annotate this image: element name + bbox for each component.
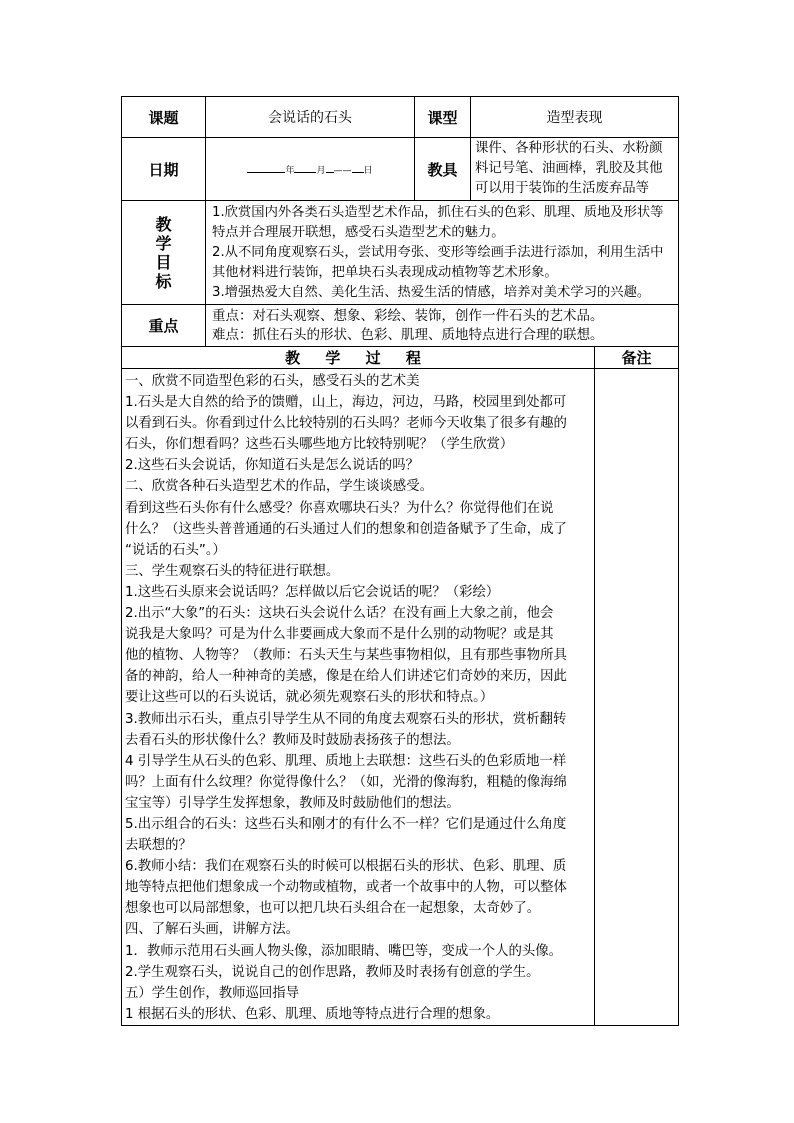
- process-line: 想象也可以局部想象，也可以把几块石头组合在一起想象，太奇妙了。: [125, 901, 541, 917]
- process-line: 1 根据石头的形状、色彩、肌理、质地等特点进行合理的想象。: [125, 1006, 500, 1022]
- process-line: 去联想的？: [125, 838, 192, 854]
- process-line: 要让这些可以的石头说话，就必须先观察石头的形状和特点。）: [125, 690, 494, 706]
- process-body-row: [122, 369, 679, 1026]
- tools-value: [471, 138, 679, 201]
- process-line: 1.这些石头原来会说话吗？怎样做以后它会说话的呢？（彩绘）: [125, 584, 500, 600]
- process-line: 1．教师示范用石头画人物头像，添加眼睛、嘴巴等，变成一个人的头像。: [125, 943, 563, 959]
- date-value: [206, 138, 415, 201]
- process-line: 5.出示组合的石头：这些石头和刚才的有什么不一样？它们是通过什么角度: [125, 816, 567, 832]
- goals-line: 3.增强热爱大自然、美化生活、热爱生活的情感，培养对美术学习的兴趣。: [212, 285, 651, 300]
- process-content: [122, 369, 595, 1026]
- process-line: 以看到石头。你看到过什么比较特别的石头吗？老师今天收集了很多有趣的: [125, 416, 567, 432]
- tools-line: 料记号笔、油画棒，乳胶及其他: [475, 161, 663, 176]
- process-line: 3.教师出示石头，重点引导学生从不同的角度去观察石头的形状，赏析翻转: [125, 711, 567, 727]
- goals-label: 教 学 目 标: [122, 201, 206, 305]
- process-line: 4 引导学生从石头的色彩、肌理、质地上去联想：这些石头的色彩质地一样: [125, 753, 567, 769]
- tools-label: 教具: [415, 138, 471, 201]
- topic-label: 课题: [122, 97, 206, 138]
- process-title: 教 学 过 程: [122, 347, 595, 369]
- goals-line: 2.从不同角度观察石头，尝试用夸张、变形等绘画手法进行添加，利用生活中: [212, 245, 664, 260]
- key-point-line: 重点：对石头观察、想象、彩绘、装饰，创作一件石头的艺术品。: [212, 307, 604, 324]
- topic-value: 会说话的石头: [206, 97, 415, 138]
- notes-label: 备注: [595, 347, 679, 369]
- process-line: 2.出示“大象”的石头：这块石头会说什么话？在没有画上大象之前，他会: [125, 606, 554, 622]
- date-year-label: 年: [285, 166, 295, 176]
- process-line: 四、了解石头画，讲解方法。: [125, 922, 300, 938]
- topic-row: [122, 97, 679, 138]
- process-line: 6.教师小结：我们在观察石头的时候可以根据石头的形状、色彩、肌理、质: [125, 859, 567, 875]
- date-row: [122, 138, 679, 201]
- process-line: 三、学生观察石头的特征进行联想。: [125, 563, 340, 579]
- process-line: 地等特点把他们想象成一个动物或植物，或者一个故事中的人物，可以整体: [125, 880, 567, 896]
- goals-value: [206, 201, 679, 305]
- date-day-label: 日: [363, 166, 373, 176]
- process-line: 看到这些石头你有什么感受？你喜欢哪块石头？为什么？你觉得他们在说: [125, 500, 554, 516]
- process-line: 1.石头是大自然的给予的馈赠，山上，海边，河边，马路，校园里到处都可: [125, 395, 567, 411]
- date-label: 日期: [122, 138, 206, 201]
- goals-row: [122, 201, 679, 305]
- lesson-info-table: [121, 96, 679, 347]
- process-line: 备的神韵，给人一种神奇的美感，像是在给人们讲述它们奇妙的来历，因此: [125, 669, 567, 685]
- process-line: 2.这些石头会说话，你知道石头是怎么说话的吗？: [125, 458, 419, 474]
- process-line: 一、欣赏不同造型色彩的石头，感受石头的艺术美: [125, 374, 420, 389]
- date-month-label: 月: [316, 166, 326, 176]
- process-line: 二、欣赏各种石头造型艺术的作品，学生谈谈感受。: [125, 479, 433, 495]
- process-line: 他的植物、人物等？（教师：石头天生与某些事物相似，且有那些事物所具: [125, 648, 567, 664]
- notes-column: [595, 369, 679, 1026]
- type-value: 造型表现: [471, 97, 679, 138]
- goals-line: 其他材料进行装饰，把单块石头表现成动植物等艺术形象。: [212, 265, 558, 280]
- process-line: 五）学生创作，教师巡回指导: [125, 985, 300, 1001]
- type-label: 课型: [415, 97, 471, 138]
- key-points-label: 重点: [122, 305, 206, 347]
- process-line: 吗？上面有什么纹理？你觉得像什么？（如，光滑的像海豹，粗糙的像海绵: [125, 774, 567, 790]
- process-line: 去看石头的形状像什么？教师及时鼓励表扬孩子的想法。: [125, 732, 460, 748]
- tools-line: 可以用于装饰的生活废弃品等: [475, 181, 650, 196]
- process-line: 宝宝等）引导学生发挥想象，教师及时鼓励他们的想法。: [125, 795, 460, 811]
- teaching-process-table: [121, 346, 679, 1026]
- goals-line: 特点并合理展开联想，感受石头造型艺术的魅力。: [212, 225, 505, 240]
- key-point-line: 难点：抓住石头的形状、色彩、肌理、质地特点进行合理的联想。: [212, 326, 604, 343]
- process-line: 2.学生观察石头，说说自己的创作思路，教师及时表扬有创意的学生。: [125, 964, 540, 980]
- process-header-row: [122, 347, 679, 369]
- process-line: 什么？（这些头普普通通的石头通过人们的想象和创造备赋予了生命，成了: [125, 521, 567, 537]
- key-points-row: [122, 305, 679, 347]
- process-line: 石头，你们想看吗？这些石头哪些地方比较特别呢？（学生欣赏）: [125, 437, 514, 453]
- process-line: 说我是大象吗？可是为什么非要画成大象而不是什么别的动物呢？或是其: [125, 627, 554, 643]
- key-points-value: [206, 305, 679, 347]
- process-line: “说话的石头”。）: [125, 542, 226, 558]
- tools-line: 课件、各种形状的石头、水粉颜: [475, 141, 663, 156]
- date-dash: ——: [333, 166, 352, 176]
- goals-line: 1.欣赏国内外各类石头造型艺术作品，抓住石头的色彩、肌理、质地及形状等: [212, 205, 664, 220]
